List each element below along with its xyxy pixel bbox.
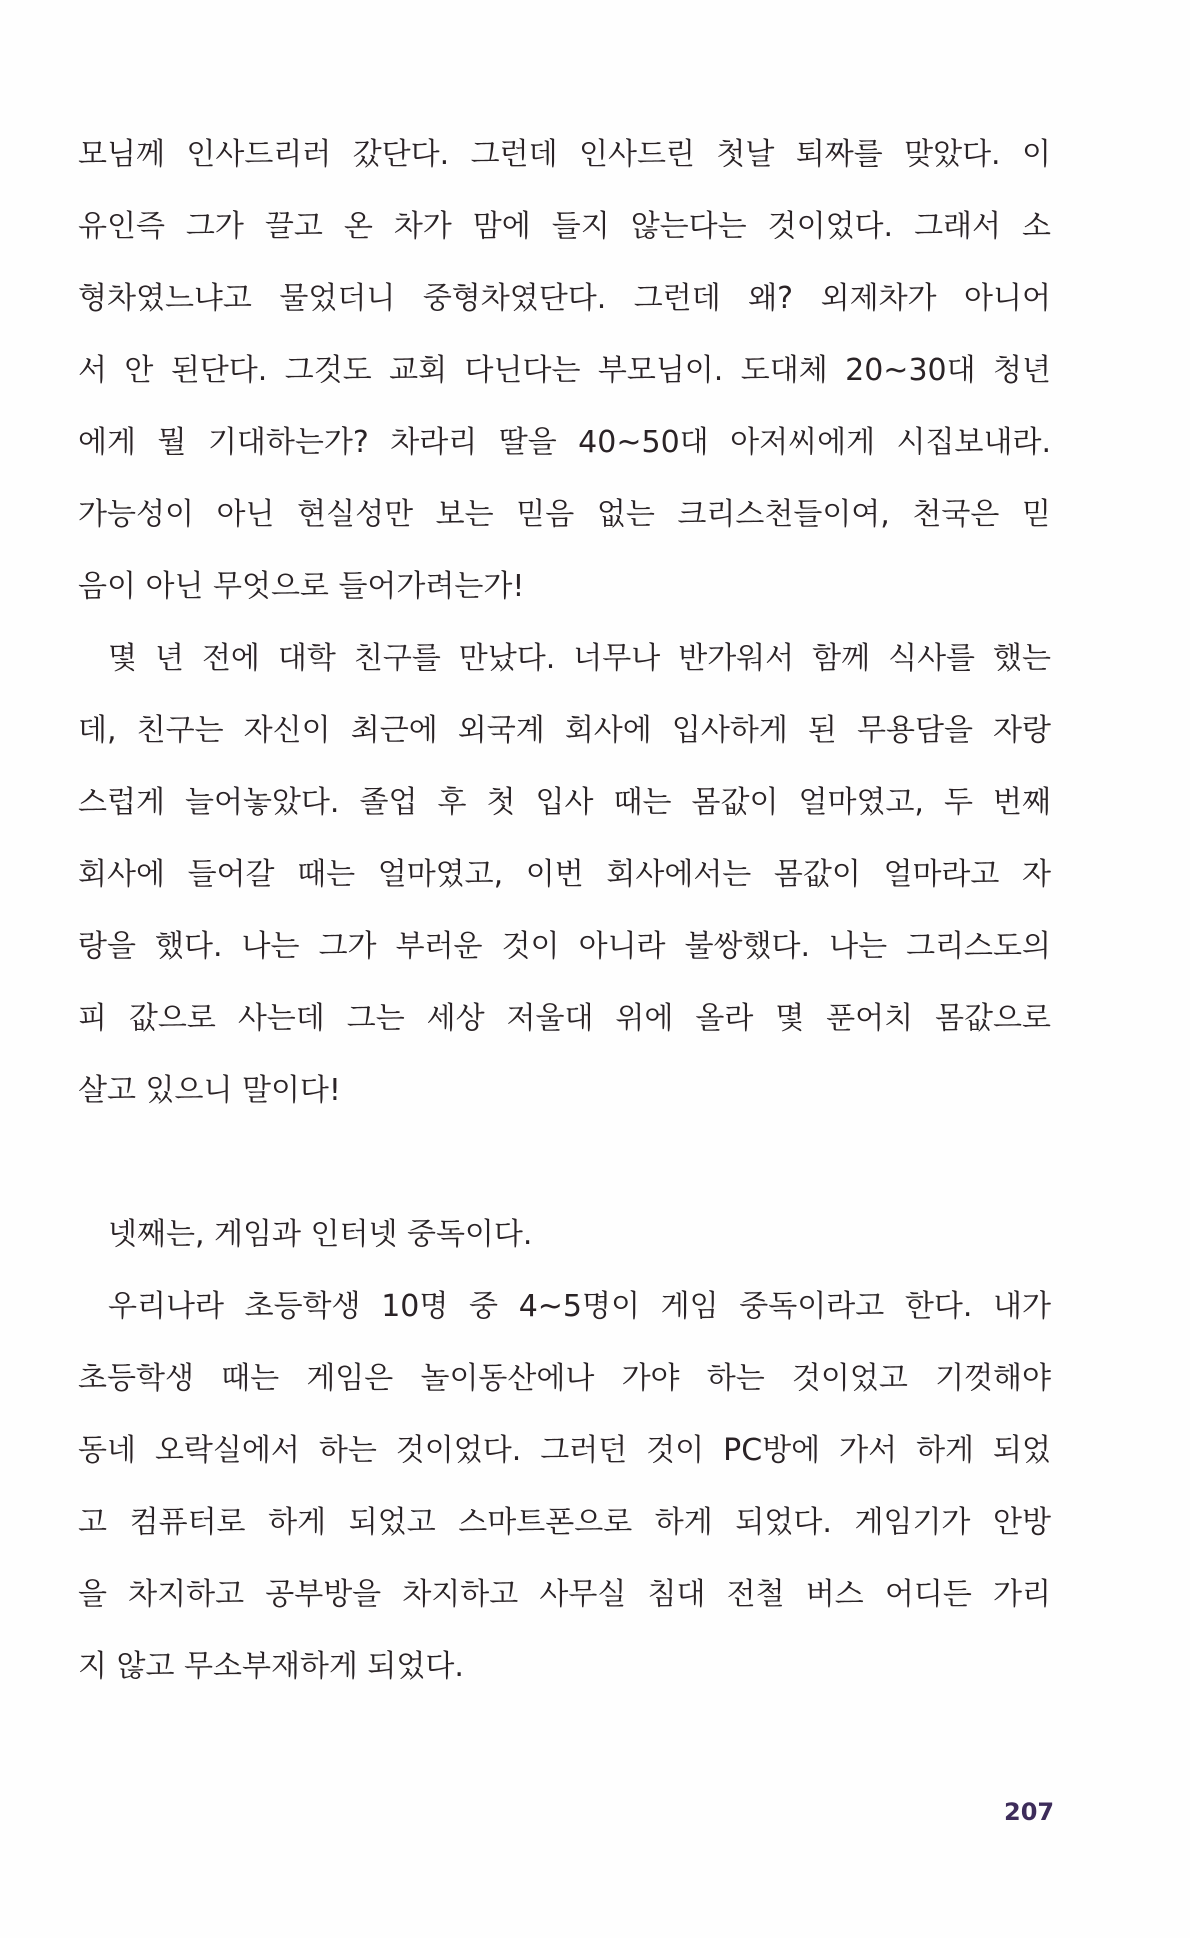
text-line: 가능성이 아닌 현실성만 보는 믿음 없는 크리스천들이여, 천국은 믿 <box>78 497 1051 532</box>
text-line: 데, 친구는 자신이 최근에 외국계 회사에 입사하게 된 무용담을 자랑 <box>78 713 1051 748</box>
text-line: 초등학생 때는 게임은 놀이동산에나 가야 하는 것이었고 기껏해야 <box>78 1361 1051 1396</box>
section-heading: 넷째는, 게임과 인터넷 중독이다. <box>108 1217 533 1252</box>
text-line: 모님께 인사드리러 갔단다. 그런데 인사드린 첫날 퇴짜를 맞았다. 이 <box>78 137 1051 172</box>
text-line: 서 안 된단다. 그것도 교회 다닌다는 부모님이. 도대체 20~30대 청년 <box>78 353 1051 388</box>
text-line: 우리나라 초등학생 10명 중 4~5명이 게임 중독이라고 한다. 내가 <box>108 1289 1051 1324</box>
text-line: 형차였느냐고 물었더니 중형차였단다. 그런데 왜? 외제차가 아니어 <box>78 281 1051 316</box>
text-line: 음이 아닌 무엇으로 들어가려는가! <box>78 569 525 604</box>
blank-line <box>78 1127 1051 1199</box>
text-line: 에게 뭘 기대하는가? 차라리 딸을 40~50대 아저씨에게 시집보내라. <box>78 425 1051 460</box>
text-line: 몇 년 전에 대학 친구를 만났다. 너무나 반가워서 함께 식사를 했는 <box>108 641 1051 676</box>
text-line: 살고 있으니 말이다! <box>78 1073 341 1108</box>
text-line: 을 차지하고 공부방을 차지하고 사무실 침대 전철 버스 어디든 가리 <box>78 1577 1051 1612</box>
text-line: 유인즉 그가 끌고 온 차가 맘에 들지 않는다는 것이었다. 그래서 소 <box>78 209 1051 244</box>
text-line: 회사에 들어갈 때는 얼마였고, 이번 회사에서는 몸값이 얼마라고 자 <box>78 857 1051 892</box>
text-line: 피 값으로 사는데 그는 세상 저울대 위에 올라 몇 푼어치 몸값으로 <box>78 1001 1051 1036</box>
page-number: 207 <box>1004 1798 1055 1826</box>
text-line: 스럽게 늘어놓았다. 졸업 후 첫 입사 때는 몸값이 얼마였고, 두 번째 <box>78 785 1051 820</box>
text-line: 지 않고 무소부재하게 되었다. <box>78 1649 464 1684</box>
body-text <box>78 119 1051 1703</box>
text-line: 고 컴퓨터로 하게 되었고 스마트폰으로 하게 되었다. 게임기가 안방 <box>78 1505 1051 1540</box>
text-line: 동네 오락실에서 하는 것이었다. 그러던 것이 PC방에 가서 하게 되었 <box>78 1433 1051 1468</box>
text-line: 랑을 했다. 나는 그가 부러운 것이 아니라 불쌍했다. 나는 그리스도의 <box>78 929 1051 964</box>
